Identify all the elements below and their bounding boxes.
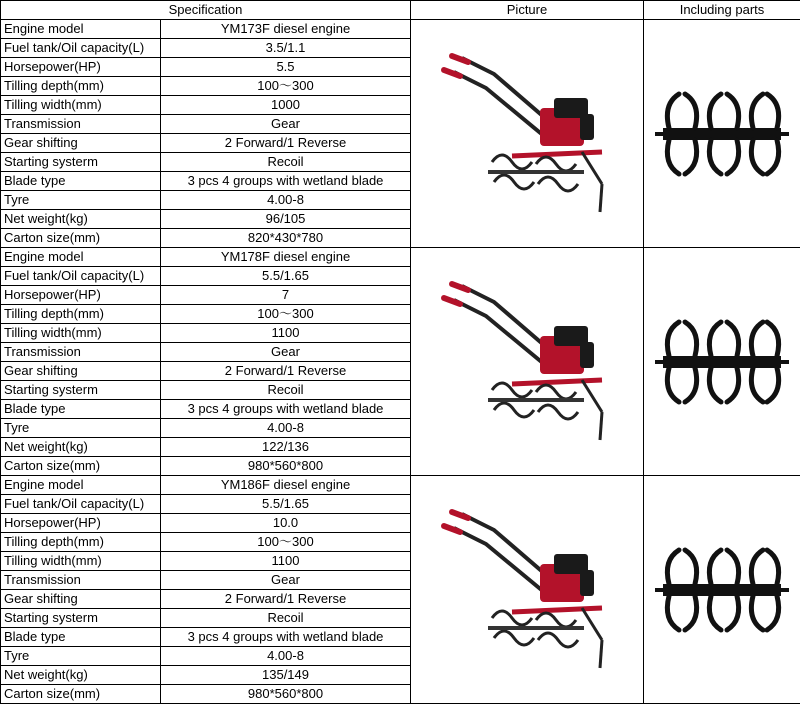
- table-row: [1, 20, 800, 39]
- spec-label: Carton size(mm): [1, 229, 161, 248]
- spec-value: 5.5/1.65: [161, 267, 411, 286]
- spec-label: Tilling depth(mm): [1, 533, 161, 552]
- spec-label: Tyre: [1, 419, 161, 438]
- spec-value: 100～300: [161, 533, 411, 552]
- spec-label: Fuel tank/Oil capacity(L): [1, 39, 161, 58]
- spec-value: 5.5/1.65: [161, 495, 411, 514]
- spec-value: 10.0: [161, 514, 411, 533]
- spec-label: Tilling width(mm): [1, 552, 161, 571]
- spec-value: 980*560*800: [161, 685, 411, 704]
- spec-value: 5.5: [161, 58, 411, 77]
- spec-label: Net weight(kg): [1, 666, 161, 685]
- spec-label: Blade type: [1, 400, 161, 419]
- spec-value: 4.00-8: [161, 419, 411, 438]
- spec-label: Tilling width(mm): [1, 324, 161, 343]
- spec-value: 4.00-8: [161, 191, 411, 210]
- spec-label: Blade type: [1, 628, 161, 647]
- spec-label: Carton size(mm): [1, 457, 161, 476]
- spec-label: Tyre: [1, 647, 161, 666]
- spec-label: Fuel tank/Oil capacity(L): [1, 495, 161, 514]
- header-specification: Specification: [1, 1, 411, 20]
- spec-label: Horsepower(HP): [1, 286, 161, 305]
- spec-label: Engine model: [1, 20, 161, 39]
- spec-label: Starting systerm: [1, 609, 161, 628]
- rotary-blade-set-icon: [649, 76, 795, 192]
- spec-label: Starting systerm: [1, 153, 161, 172]
- spec-label: Tilling depth(mm): [1, 305, 161, 324]
- spec-value: 4.00-8: [161, 647, 411, 666]
- spec-label: Horsepower(HP): [1, 514, 161, 533]
- spec-label: Blade type: [1, 172, 161, 191]
- header-parts: Including parts: [644, 1, 800, 20]
- spec-label: Net weight(kg): [1, 210, 161, 229]
- spec-value: 2 Forward/1 Reverse: [161, 134, 411, 153]
- spec-value: 100～300: [161, 305, 411, 324]
- spec-label: Tyre: [1, 191, 161, 210]
- spec-value: 1000: [161, 96, 411, 115]
- spec-value: Recoil: [161, 381, 411, 400]
- spec-label: Tilling width(mm): [1, 96, 161, 115]
- spec-label: Engine model: [1, 248, 161, 267]
- spec-value: YM173F diesel engine: [161, 20, 411, 39]
- spec-label: Tilling depth(mm): [1, 77, 161, 96]
- red-tiller-machine-icon: [432, 44, 622, 224]
- spec-label: Carton size(mm): [1, 685, 161, 704]
- spec-value: 820*430*780: [161, 229, 411, 248]
- rotary-blade-set-icon: [649, 304, 795, 420]
- header-row: [1, 1, 800, 20]
- spec-label: Gear shifting: [1, 362, 161, 381]
- spec-value: 100～300: [161, 77, 411, 96]
- parts-picture-cell: [644, 20, 800, 248]
- table-body: [1, 20, 800, 704]
- spec-value: Recoil: [161, 153, 411, 172]
- spec-value: 1100: [161, 552, 411, 571]
- spec-label: Horsepower(HP): [1, 58, 161, 77]
- spec-value: YM178F diesel engine: [161, 248, 411, 267]
- spec-value: 3.5/1.1: [161, 39, 411, 58]
- spec-value: 96/105: [161, 210, 411, 229]
- spec-value: Recoil: [161, 609, 411, 628]
- tiller-picture-cell: [411, 20, 644, 248]
- red-tiller-machine-icon: [432, 272, 622, 452]
- spec-label: Net weight(kg): [1, 438, 161, 457]
- spec-label: Fuel tank/Oil capacity(L): [1, 267, 161, 286]
- spec-value: Gear: [161, 571, 411, 590]
- spec-value: 1100: [161, 324, 411, 343]
- spec-label: Gear shifting: [1, 134, 161, 153]
- spec-value: 2 Forward/1 Reverse: [161, 590, 411, 609]
- table-row: [1, 248, 800, 267]
- spec-value: 2 Forward/1 Reverse: [161, 362, 411, 381]
- parts-picture-cell: [644, 476, 800, 704]
- spec-label: Starting systerm: [1, 381, 161, 400]
- table-row: [1, 476, 800, 495]
- red-tiller-machine-icon: [432, 500, 622, 680]
- spec-label: Engine model: [1, 476, 161, 495]
- spec-value: 122/136: [161, 438, 411, 457]
- rotary-blade-set-icon: [649, 532, 795, 648]
- spec-label: Gear shifting: [1, 590, 161, 609]
- spec-value: Gear: [161, 115, 411, 134]
- spec-value: 980*560*800: [161, 457, 411, 476]
- spec-value: 3 pcs 4 groups with wetland blade: [161, 400, 411, 419]
- spec-value: 135/149: [161, 666, 411, 685]
- spec-value: 3 pcs 4 groups with wetland blade: [161, 628, 411, 647]
- tiller-picture-cell: [411, 248, 644, 476]
- parts-picture-cell: [644, 248, 800, 476]
- header-picture: Picture: [411, 1, 644, 20]
- tiller-picture-cell: [411, 476, 644, 704]
- spec-value: 7: [161, 286, 411, 305]
- spec-label: Transmission: [1, 571, 161, 590]
- spec-label: Transmission: [1, 343, 161, 362]
- spec-value: YM186F diesel engine: [161, 476, 411, 495]
- spec-value: Gear: [161, 343, 411, 362]
- spec-label: Transmission: [1, 115, 161, 134]
- spec-value: 3 pcs 4 groups with wetland blade: [161, 172, 411, 191]
